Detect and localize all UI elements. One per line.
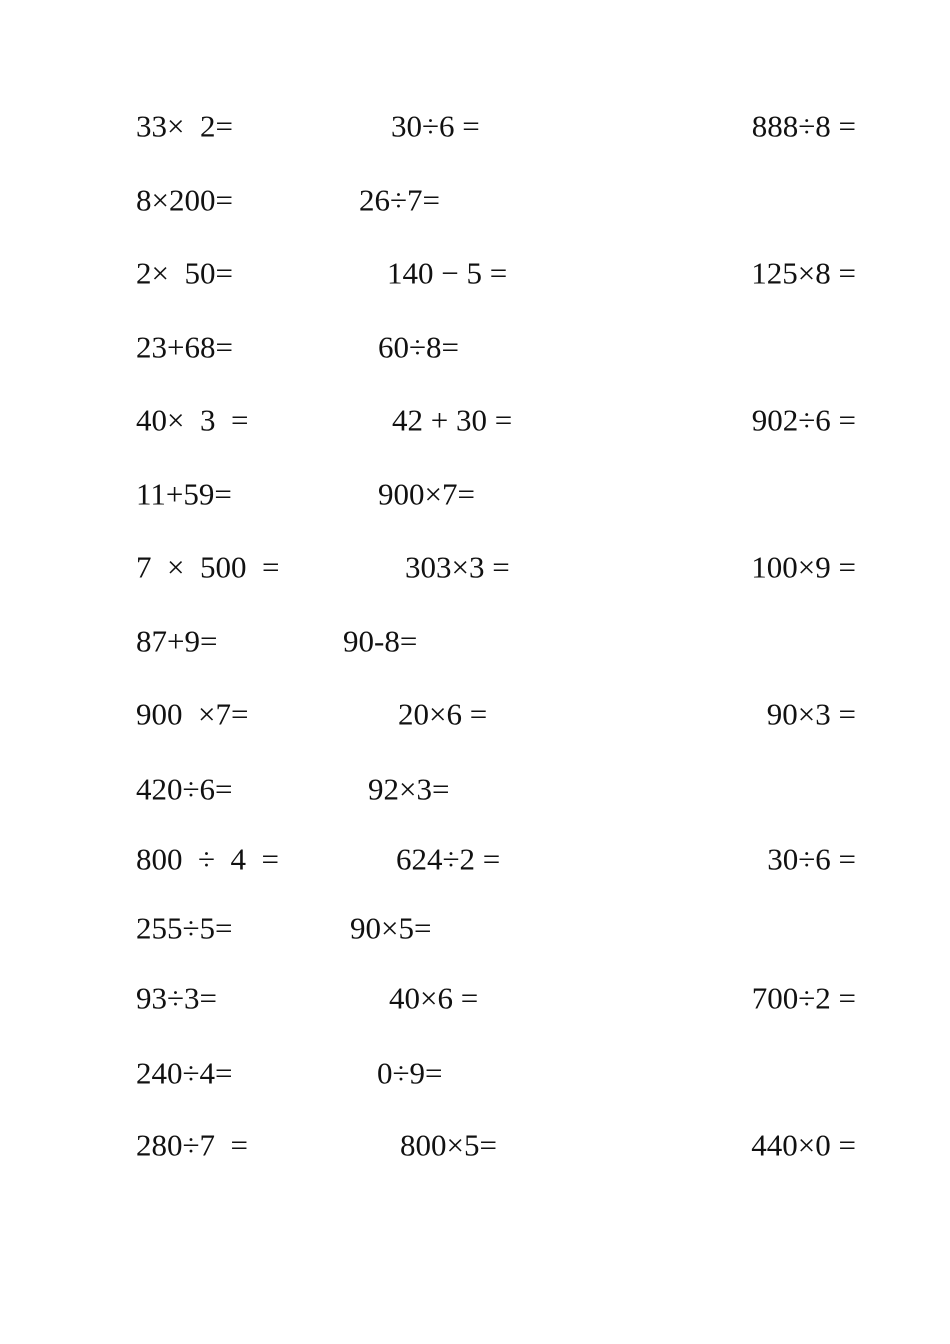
- problem: 800 ÷ 4 =: [136, 841, 279, 877]
- problem: 20×6 =: [398, 696, 488, 732]
- problem: 700÷2 =: [751, 980, 856, 1016]
- problem: 11+59=: [136, 476, 232, 512]
- problem: 0÷9=: [377, 1055, 443, 1091]
- problem: 125×8 =: [751, 255, 856, 291]
- problem: 90-8=: [343, 623, 418, 659]
- problem: 30÷6 =: [767, 841, 856, 877]
- problem: 92×3=: [368, 771, 450, 807]
- problem: 2× 50=: [136, 255, 233, 291]
- problem: 60÷8=: [378, 329, 459, 365]
- problem: 30÷6 =: [391, 108, 480, 144]
- problem: 40× 3 =: [136, 402, 249, 438]
- problem: 42 + 30 =: [392, 402, 513, 438]
- problem: 900×7=: [378, 476, 475, 512]
- problem: 902÷6 =: [751, 402, 856, 438]
- problem: 23+68=: [136, 329, 233, 365]
- problem: 26÷7=: [359, 182, 440, 218]
- problem: 303×3 =: [405, 549, 510, 585]
- problem: 800×5=: [400, 1127, 497, 1163]
- problem: 888÷8 =: [751, 108, 856, 144]
- problem: 240÷4=: [136, 1055, 233, 1091]
- problem: 255÷5=: [136, 910, 233, 946]
- problem: 87+9=: [136, 623, 218, 659]
- problem: 40×6 =: [389, 980, 479, 1016]
- problem: 90×3 =: [766, 696, 856, 732]
- problem: 90×5=: [350, 910, 432, 946]
- problem: 440×0 =: [751, 1127, 856, 1163]
- problem: 8×200=: [136, 182, 233, 218]
- problem: 900 ×7=: [136, 696, 249, 732]
- problem: 420÷6=: [136, 771, 233, 807]
- problem: 33× 2=: [136, 108, 233, 144]
- problem: 100×9 =: [751, 549, 856, 585]
- problem: 140 − 5 =: [387, 255, 508, 291]
- problem: 7 × 500 =: [136, 549, 280, 585]
- problem: 93÷3=: [136, 980, 217, 1016]
- problem: 280÷7 =: [136, 1127, 248, 1163]
- problem: 624÷2 =: [396, 841, 501, 877]
